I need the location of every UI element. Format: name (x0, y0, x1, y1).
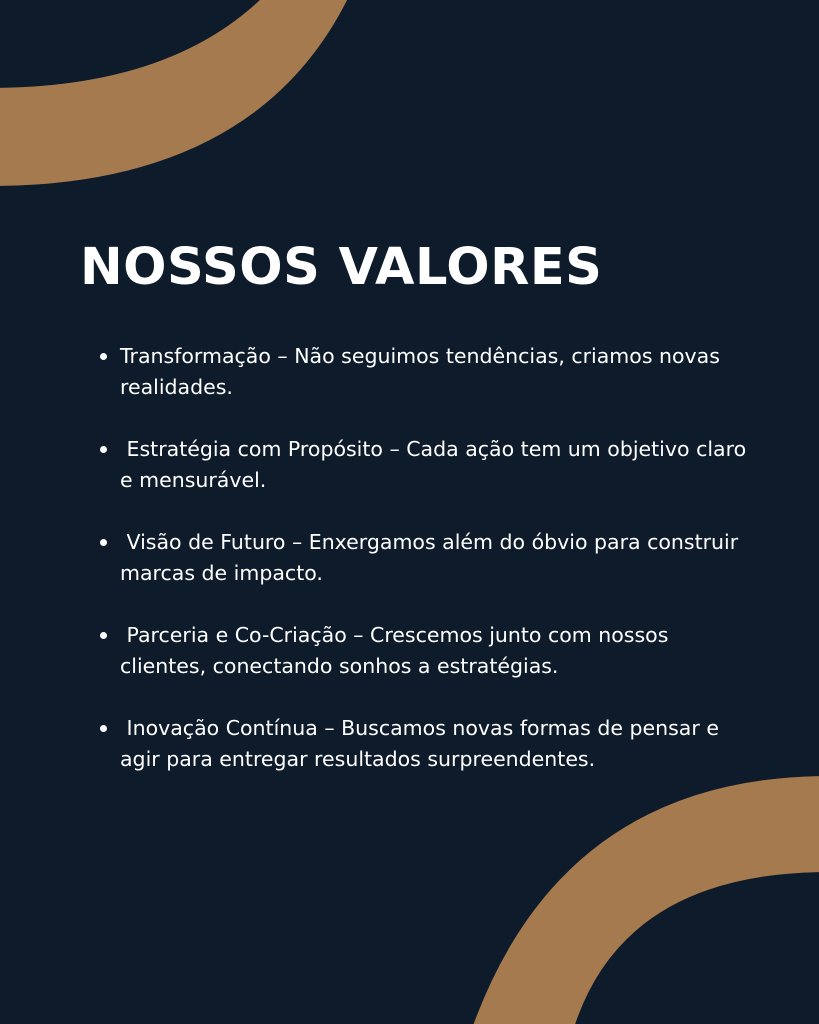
value-text: Parceria e Co-Criação – Crescemos junto com nossos clientes, conectando sonhos a estratégias. (120, 623, 675, 678)
value-item-inovacao (120, 713, 760, 775)
page-title: NOSSOS VALORES (80, 238, 603, 297)
bullet-icon (100, 353, 107, 360)
bullet-icon (100, 446, 107, 453)
bullet-icon (100, 539, 107, 546)
bottom-arc-shape (470, 776, 819, 1024)
value-text: Visão de Futuro – Enxergamos além do óbvio para construir marcas de impacto. (120, 530, 745, 585)
value-item-visao (120, 527, 760, 589)
value-item-estrategia (120, 434, 760, 496)
value-text: Estratégia com Propósito – Cada ação tem um objetivo claro e mensurável. (120, 437, 753, 492)
bullet-icon (100, 632, 107, 639)
bullet-icon (100, 725, 107, 732)
top-arc-shape (0, 0, 352, 186)
values-list (120, 341, 760, 806)
value-item-parceria (120, 620, 760, 682)
value-item-transformacao (120, 341, 760, 403)
value-text: Inovação Contínua – Buscamos novas formas de pensar e agir para entregar resultados surpreendentes. (120, 716, 726, 771)
value-text: Transformação – Não seguimos tendências, criamos novas realidades. (120, 344, 727, 399)
